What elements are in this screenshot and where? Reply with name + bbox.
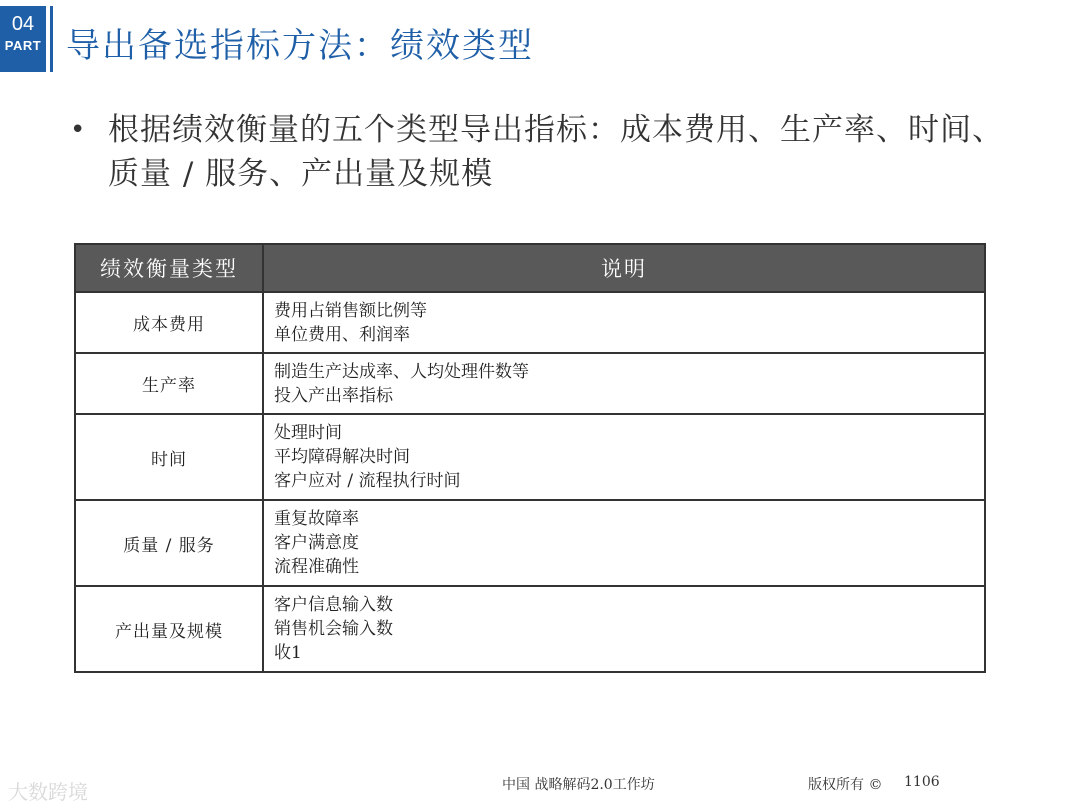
description-line: 平均障碍解决时间 xyxy=(274,447,410,467)
row-type: 质量 / 服务 xyxy=(75,500,263,586)
table-row xyxy=(75,500,985,586)
bullet-point xyxy=(70,108,1030,196)
badge-divider xyxy=(50,6,53,72)
description-line: 客户应对 / 流程执行时间 xyxy=(274,471,461,491)
description-line: 单位费用、利润率 xyxy=(274,324,410,345)
part-label: PART xyxy=(4,38,42,53)
page-number: 1106 xyxy=(904,774,940,790)
row-type: 产出量及规模 xyxy=(75,586,263,672)
description-line: 销售机会输入数 xyxy=(274,619,393,639)
footer-center-text: 中国 战略解码2.0工作坊 xyxy=(502,777,655,793)
description-line: 收1 xyxy=(274,643,302,663)
table-row xyxy=(75,353,985,414)
table-row xyxy=(75,586,985,672)
watermark-text: 大数跨境 xyxy=(8,780,88,804)
description-line: 制造生产达成率、人均处理件数等 xyxy=(274,361,529,382)
page-title: 导出备选指标方法：绩效类型 xyxy=(66,26,534,66)
description-line: 流程准确性 xyxy=(274,557,359,577)
row-type: 时间 xyxy=(75,414,263,500)
table-row xyxy=(75,414,985,500)
part-number: 04 xyxy=(11,13,35,35)
part-badge xyxy=(0,6,46,72)
header-description: 说明 xyxy=(263,244,985,292)
description-line: 重复故障率 xyxy=(274,509,359,529)
description-line: 客户满意度 xyxy=(274,533,359,553)
header-type: 绩效衡量类型 xyxy=(75,244,263,292)
row-type: 成本费用 xyxy=(75,292,263,353)
table-header-row xyxy=(75,244,985,292)
description-line: 客户信息输入数 xyxy=(274,595,393,615)
description-line: 投入产出率指标 xyxy=(274,385,393,406)
description-line: 处理时间 xyxy=(274,423,342,443)
row-type: 生产率 xyxy=(75,353,263,414)
row-description xyxy=(263,353,985,414)
bullet-marker: • xyxy=(70,115,87,145)
row-description xyxy=(263,586,985,672)
description-line: 费用占销售额比例等 xyxy=(274,300,427,321)
watermark xyxy=(8,776,88,805)
row-description xyxy=(263,500,985,586)
table-row xyxy=(75,292,985,353)
row-description xyxy=(263,292,985,353)
footer-copyright: 版权所有 © xyxy=(808,777,883,793)
row-description xyxy=(263,414,985,500)
performance-type-table xyxy=(74,243,986,673)
bullet-text: 根据绩效衡量的五个类型导出指标：成本费用、生产率、时间、质量 / 服务、产出量及规模 xyxy=(108,112,1004,192)
